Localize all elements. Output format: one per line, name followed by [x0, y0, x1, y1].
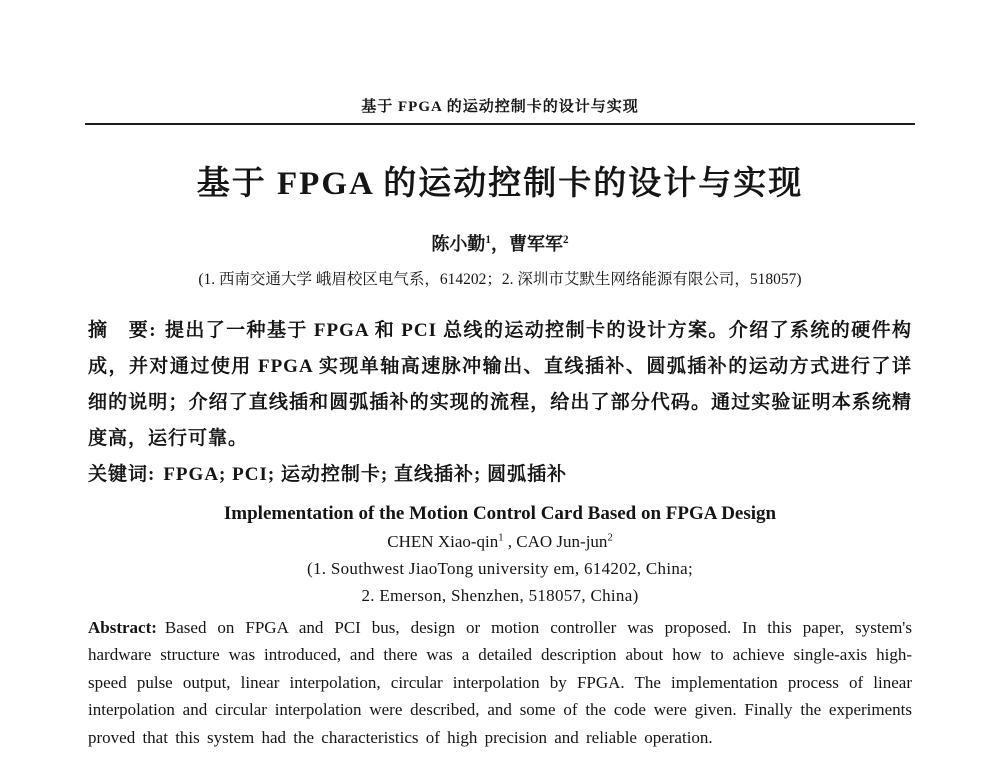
affiliation-zh: (1. 西南交通大学 峨眉校区电气系，614202；2. 深圳市艾默生网络能源有限公司，518057) — [198, 270, 802, 288]
affiliation-en-line1: (1. Southwest JiaoTong university em, 614202, China; — [306, 558, 694, 578]
running-header: 基于 FPGA 的运动控制卡的设计与实现 — [361, 99, 639, 115]
author-zh-2-affiliation-mark: 2 — [563, 233, 569, 246]
abstract-en-text: Based on FPGA and PCI bus, design or motion controller was proposed. In this paper, system's hardware structure was introduced, and there was a detailed description about how to achieve single-axis high-speed pulse output, linear interpolation, circular interpolation by FPGA. The implementation process of linear interpolation and circular interpolation were described, and some of the code were given. Finally the experiments proved that this system had the characteristics of high precision and reliable operation. — [88, 617, 912, 747]
paper-title-en: Implementation of the Motion Control Card Based on FPGA Design — [223, 502, 777, 524]
abstract-zh — [88, 313, 912, 457]
authors-en — [0, 532, 1000, 552]
abstract-en-label: Abstract: — [88, 617, 157, 637]
keywords-zh — [88, 457, 912, 493]
author-zh-2: 曹军军 — [509, 233, 563, 254]
header-rule — [85, 123, 915, 125]
author-en-1-affiliation-mark: 1 — [498, 531, 504, 543]
authors-zh-separator: ， — [491, 233, 509, 254]
paper-title-zh: 基于 FPGA 的运动控制卡的设计与实现 — [196, 166, 804, 202]
author-zh-1-affiliation-mark: 1 — [485, 233, 491, 246]
authors-en-separator: , — [503, 531, 517, 551]
author-en-1: CHEN Xiao-qin — [387, 531, 499, 551]
affiliation-en-line2: 2. Emerson, Shenzhen, 518057, China) — [361, 585, 639, 605]
abstract-zh-text: 提出了一种基于 FPGA 和 PCI 总线的运动控制卡的设计方案。介绍了系统的硬件构成，并对通过使用 FPGA 实现单轴高速脉冲输出、直线插补、圆弧插补的运动方式进行了详细的说明；介绍了直线插和圆弧插补的实现的流程，给出了部分代码。通过实验证明本系统精度高，运行可靠。 — [88, 319, 913, 449]
keywords-zh-label: 关键词: — [88, 463, 156, 485]
authors-zh — [0, 230, 1000, 256]
keywords-zh-text: FPGA; PCI; 运动控制卡; 直线插补; 圆弧插补 — [163, 463, 568, 485]
abstract-en — [88, 614, 912, 752]
author-en-2: CAO Jun-jun — [516, 531, 608, 551]
author-en-2-affiliation-mark: 2 — [607, 531, 613, 543]
abstract-zh-label: 摘 要: — [88, 319, 157, 341]
author-zh-1: 陈小勤 — [431, 233, 486, 254]
